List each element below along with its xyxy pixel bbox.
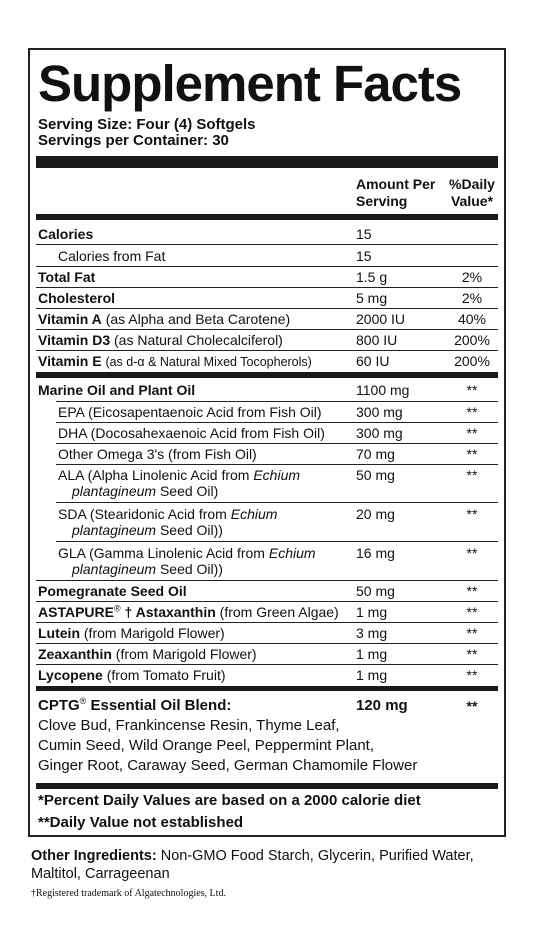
row-rule: [56, 401, 498, 402]
row-name: Marine Oil and Plant Oil: [38, 382, 196, 398]
row-rule: [36, 287, 498, 288]
row-name: ALA (Alpha Linolenic Acid from Echium: [58, 467, 301, 483]
row-name: Lutein (from Marigold Flower): [38, 625, 225, 641]
row-amount: 1 mg: [356, 667, 388, 683]
row-amount: 15: [356, 226, 372, 242]
row-name: Vitamin A (as Alpha and Beta Carotene): [38, 311, 291, 327]
row-amount: 1.5 g: [356, 269, 388, 285]
row-rule: [36, 664, 498, 665]
medium-divider: [36, 783, 498, 789]
amount-header-line2: Serving: [356, 193, 408, 209]
footnote-not-established: **Daily Value not established: [38, 814, 244, 831]
row-dv: 2%: [461, 269, 483, 285]
row-dv: **: [466, 604, 478, 620]
row-name: DHA (Docosahexaenoic Acid from Fish Oil): [58, 425, 325, 441]
row-name: Other Omega 3's (from Fish Oil): [58, 446, 257, 462]
row-dv: **: [466, 625, 478, 641]
row-rule: [36, 266, 498, 267]
row-rule: [36, 350, 498, 351]
row-name: Vitamin E (as d-α & Natural Mixed Tocopherols): [38, 353, 312, 369]
row-amount: 1 mg: [356, 646, 388, 662]
row-name: Cholesterol: [38, 290, 116, 306]
row-rule: [56, 464, 498, 465]
row-rule: [36, 308, 498, 309]
row-rule: [36, 244, 498, 245]
row-name: Vitamin D3 (as Natural Cholecalciferol): [38, 332, 283, 348]
row-dv: **: [466, 646, 478, 662]
row-name: Total Fat: [38, 269, 96, 285]
row-rule: [56, 443, 498, 444]
dv-header-line2: Value*: [450, 193, 494, 209]
other-ingredients: Other Ingredients: Non-GMO Food Starch, Glycerin, Purified Water, Maltitol, Carrageenan: [31, 848, 474, 882]
servings-per-container: Servings per Container: 30: [38, 132, 229, 149]
row-name: Calories from Fat: [58, 248, 166, 264]
row-rule: [36, 643, 498, 644]
trademark-note: †Registered trademark of Algatechnologies, Ltd.: [31, 888, 226, 899]
row-amount: 3 mg: [356, 625, 388, 641]
row-dv: **: [466, 467, 478, 483]
row-amount: 800 IU: [356, 332, 398, 348]
row-amount: 1100 mg: [356, 382, 410, 398]
row-amount: 50 mg: [356, 467, 395, 483]
row-amount: 70 mg: [356, 446, 395, 462]
supplement-facts-panel: [28, 48, 506, 837]
row-amount: 16 mg: [356, 545, 395, 561]
row-name: SDA (Stearidonic Acid from Echium: [58, 506, 278, 522]
blend-title: CPTG® Essential Oil Blend:: [38, 696, 232, 714]
row-dv: 200%: [454, 353, 490, 369]
thick-divider: [36, 156, 498, 168]
row-rule: [36, 580, 498, 581]
medium-divider: [36, 686, 498, 691]
serving-size: Serving Size: Four (4) Softgels: [38, 116, 256, 133]
row-name: ASTAPURE® † Astaxanthin (from Green Algae): [38, 603, 339, 620]
panel-title: Supplement Facts: [38, 55, 462, 112]
row-amount: 1 mg: [356, 604, 388, 620]
row-dv: 200%: [454, 332, 490, 348]
row-name: GLA (Gamma Linolenic Acid from Echium: [58, 545, 316, 561]
row-amount: 20 mg: [356, 506, 395, 522]
row-rule: [36, 601, 498, 602]
row-amount: 60 IU: [356, 353, 390, 369]
row-dv: **: [466, 425, 478, 441]
row-dv: **: [466, 583, 478, 599]
footnote-dv: *Percent Daily Values are based on a 2000 calorie diet: [38, 792, 421, 809]
row-name-line2: plantagineum Seed Oil): [72, 483, 219, 499]
row-rule: [56, 422, 498, 423]
row-rule: [36, 622, 498, 623]
row-name: EPA (Eicosapentaenoic Acid from Fish Oil): [58, 404, 322, 420]
medium-divider: [36, 214, 498, 220]
dv-header: %Daily: [449, 176, 495, 192]
row-dv: 40%: [457, 311, 487, 327]
row-amount: 5 mg: [356, 290, 388, 306]
row-dv: **: [466, 404, 478, 420]
row-amount: 50 mg: [356, 583, 395, 599]
blend-amount: 120 mg: [356, 697, 408, 714]
row-name-line2: plantagineum Seed Oil)): [72, 561, 223, 577]
row-dv: 2%: [461, 290, 483, 306]
row-dv: **: [466, 446, 478, 462]
row-amount: 15: [356, 248, 372, 264]
row-dv: **: [466, 667, 478, 683]
row-rule: [56, 502, 498, 503]
amount-header: Amount Per: [356, 176, 436, 192]
row-dv: **: [466, 545, 478, 561]
blend-ingredients-line3: Ginger Root, Caraway Seed, German Chamomile Flower: [38, 757, 418, 774]
row-name: Calories: [38, 226, 94, 242]
row-amount: 300 mg: [356, 425, 403, 441]
row-name: Zeaxanthin (from Marigold Flower): [38, 646, 257, 662]
blend-ingredients-line2: Cumin Seed, Wild Orange Peel, Peppermint Plant,: [38, 737, 374, 754]
row-name: Pomegranate Seed Oil: [38, 583, 187, 599]
row-amount: 300 mg: [356, 404, 403, 420]
blend-dv: **: [466, 698, 478, 714]
row-rule: [36, 329, 498, 330]
row-name-line2: plantagineum Seed Oil)): [72, 522, 223, 538]
row-amount: 2000 IU: [356, 311, 406, 327]
row-name: Lycopene (from Tomato Fruit): [38, 667, 226, 683]
blend-ingredients-line1: Clove Bud, Frankincense Resin, Thyme Leaf,: [38, 717, 340, 734]
row-dv: **: [466, 382, 478, 398]
row-rule: [56, 541, 498, 542]
row-dv: **: [466, 506, 478, 522]
medium-divider: [36, 372, 498, 378]
